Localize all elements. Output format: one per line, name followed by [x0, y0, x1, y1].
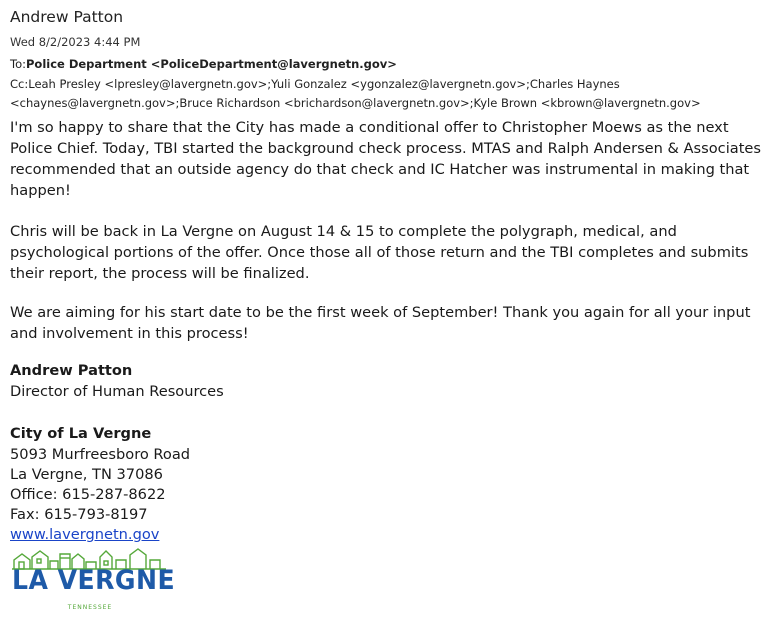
sent-date: Wed 8/2/2023 4:44 PM [10, 35, 141, 49]
body-paragraph: We are aiming for his start date to be the first week of September! Thank you again for all your input and involvement in this process! [10, 304, 751, 342]
body-paragraph: Chris will be back in La Vergne on August 14 & 15 to complete the polygraph, medical, and psychological portions of the offer. Once those all of those return and the TBI completes and submits their report, the process will be finalized. [10, 223, 749, 282]
signature-title: Director of Human Resources [10, 383, 224, 400]
to-line [10, 57, 397, 71]
to-label: To: [10, 57, 26, 71]
signature-name: Andrew Patton [10, 362, 133, 379]
body-paragraph: I'm so happy to share that the City has made a conditional offer to Christopher Moews as the next Police Chief. Today, TBI started the background check process. MTAS and Ralph Andersen & Associates recommended that an outside agency do that check and IC Hatcher was instrumental in making that happen! [10, 119, 762, 199]
cc-recipients-continued[interactable]: <chaynes@lavergnetn.gov>;Bruce Richardson <brichardson@lavergnetn.gov>;Kyle Brown <kbrown@lavergnetn.gov> [10, 96, 701, 110]
website-link[interactable]: www.lavergnetn.gov [10, 526, 160, 543]
signature-fax: Fax: 615-793-8197 [10, 506, 148, 523]
signature-organization: City of La Vergne [10, 425, 152, 442]
signature-office-phone: Office: 615-287-8622 [10, 486, 166, 503]
logo-wordmark: LA VERGNE [12, 565, 176, 596]
logo-state: TENNESSEE [67, 604, 113, 611]
signature-address-line: La Vergne, TN 37086 [10, 466, 163, 483]
city-logo [10, 548, 176, 614]
sender-name[interactable]: Andrew Patton [10, 8, 124, 26]
cc-label: Cc: [10, 77, 29, 91]
cc-recipients[interactable]: Leah Presley <lpresley@lavergnetn.gov>;Yuli Gonzalez <ygonzalez@lavergnetn.gov>;Charles Haynes [28, 77, 620, 91]
cc-line [10, 77, 620, 91]
signature-address-line: 5093 Murfreesboro Road [10, 446, 191, 463]
to-recipient[interactable]: Police Department <PoliceDepartment@lavergnetn.gov> [25, 57, 397, 71]
